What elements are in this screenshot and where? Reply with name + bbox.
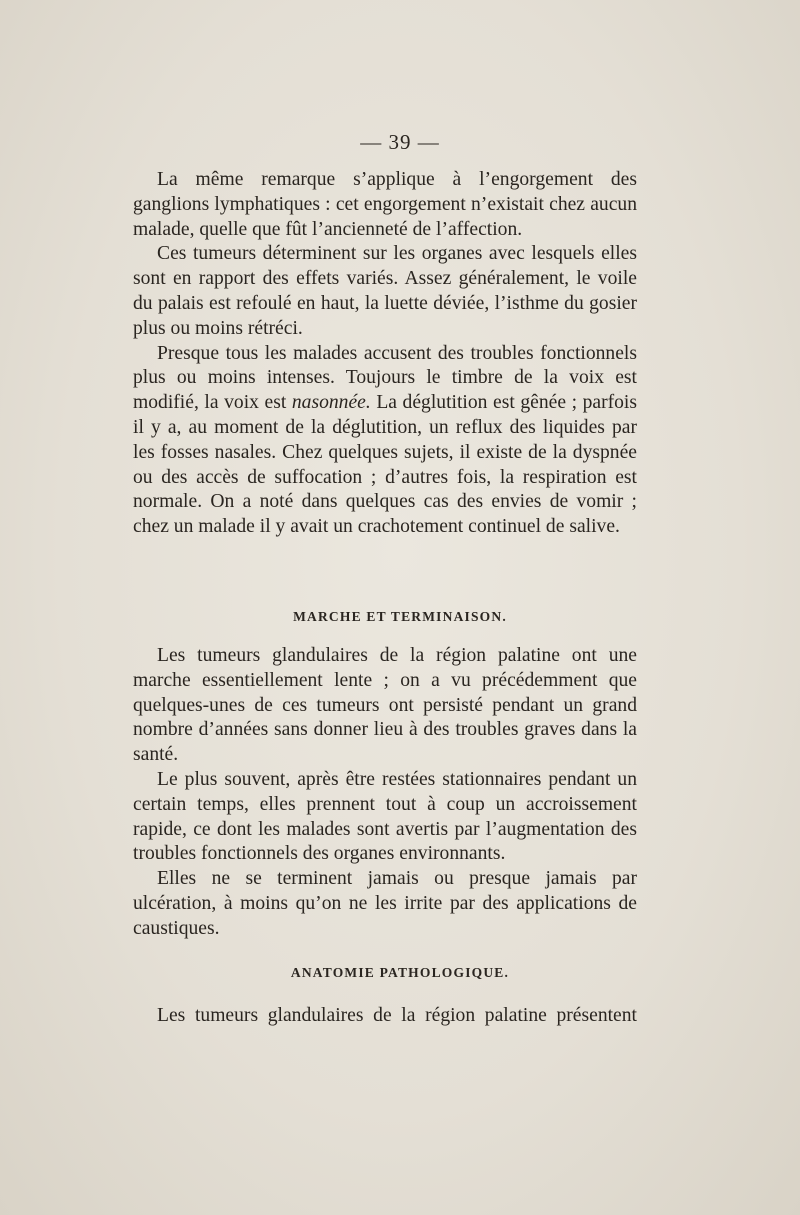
- paragraph-text: Presque tous les malades accusent des troubles fonctionnels plus ou moins intenses. Toujours le timbre de la voix est modifié, la voix est: [133, 342, 637, 414]
- intro-text-block: [133, 168, 637, 540]
- paragraph: Ces tumeurs déterminent sur les organes avec lesquels elles sont en rapport des effets variés. Assez généralement, le voile du palais est refoulé en haut, la luette déviée, l’isthme du gosier plus ou moins rétréci.: [133, 243, 637, 339]
- section-heading: ANATOMIE PATHOLOGIQUE.: [290, 965, 510, 980]
- anatomy-text-block: [133, 1004, 637, 1029]
- paragraph-text: La déglutition est gênée ; parfois il y a, au moment de la déglutition, un reflux des liquides par les fosses nasales. Chez quelques sujets, il existe de la dyspnée ou des accès de suffocation ; d’autres fois, la respiration est normale. On a noté dans quelques cas des envies de vomir ; chez un malade il y avait un crachotement continuel de salive.: [133, 392, 637, 538]
- paragraph: Les tumeurs glandulaires de la région palatine ont une marche essentiellement lente ; on a vu précédemment que quelques-unes de ces tumeurs ont persisté pendant un grand nombre d’années sans donner lieu à des troubles graves dans la santé.: [133, 645, 637, 766]
- page-number: — 39 —: [360, 130, 440, 154]
- section-heading: MARCHE ET TERMINAISON.: [293, 609, 507, 624]
- italic-word: nasonnée.: [291, 392, 371, 414]
- paragraph: Le plus souvent, après être restées stationnaires pendant un certain temps, elles prennent tout à coup un accroissement rapide, ce dont les malades sont avertis par l’augmentation des troubles fonctionnels des organes environnants.: [133, 768, 637, 865]
- course-text-block: [133, 644, 637, 942]
- paragraph: Elles ne se terminent jamais ou presque jamais par ulcération, à moins qu’on ne les irrite par des applications de caustiques.: [133, 868, 637, 939]
- paragraph: [133, 342, 637, 540]
- paragraph: La même remarque s’applique à l’engorgement des ganglions lymphatiques : cet engorgement n’existait chez aucun malade, quelle que fût l’ancienneté de l’affection.: [133, 169, 637, 240]
- paragraph: Les tumeurs glandulaires de la région palatine présentent: [157, 1005, 637, 1026]
